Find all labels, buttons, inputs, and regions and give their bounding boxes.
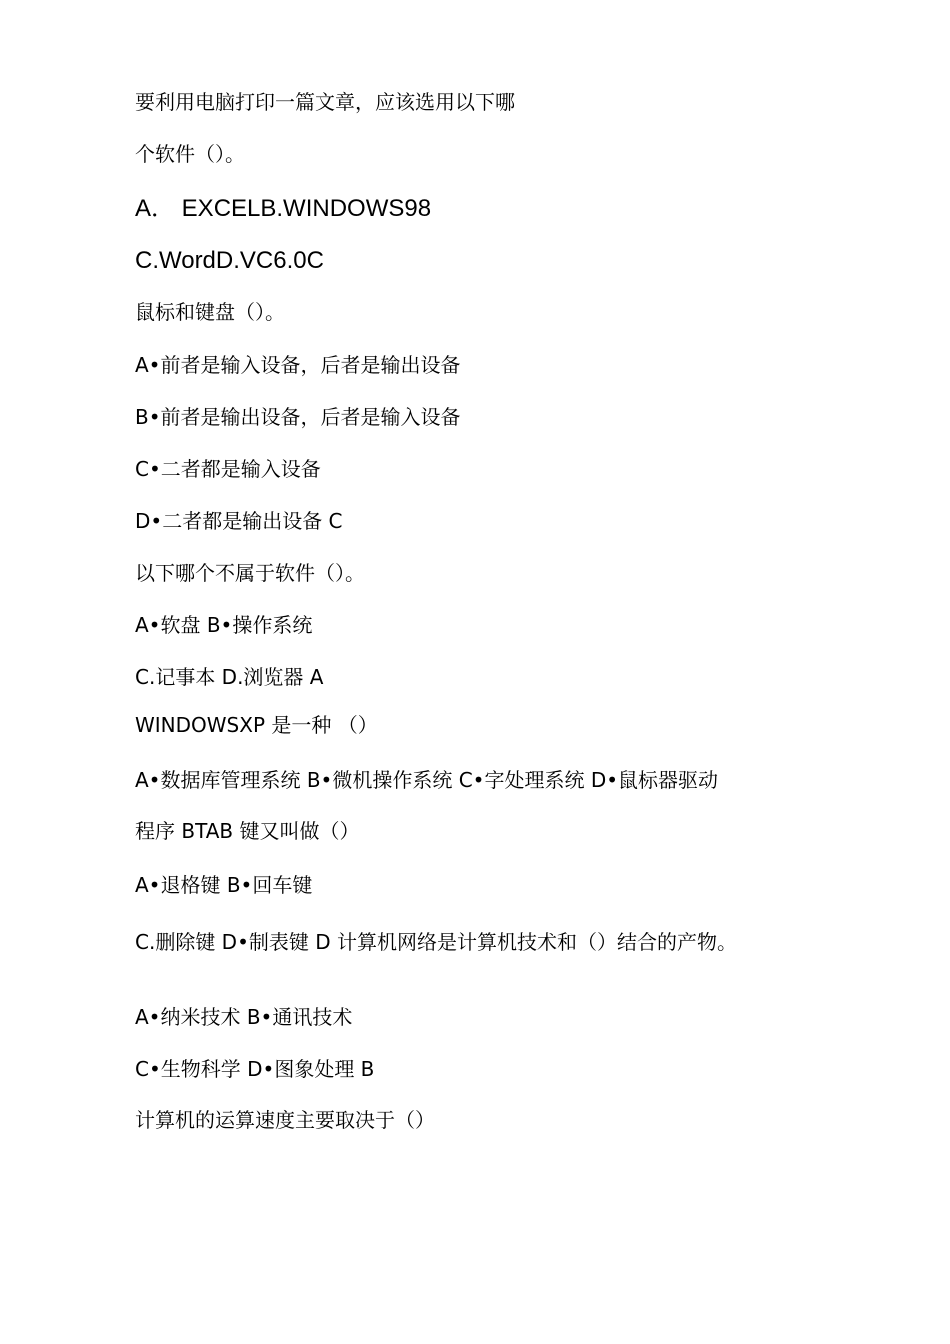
question-1-options-ab: A． EXCELB.WINDOWS98	[135, 195, 432, 222]
question-5-options-ab: A•退格键 B•回车键	[135, 873, 313, 897]
question-1-options-cd: C.WordD.VC6.0C	[135, 247, 324, 274]
question-2-stem: 鼠标和键盘（）。	[135, 300, 285, 324]
question-3-stem: 以下哪个不属于软件（）。	[135, 561, 365, 585]
question-2-option-a: A•前者是输入设备，后者是输出设备	[135, 353, 461, 377]
question-2-option-d: D•二者都是输出设备 C	[135, 509, 343, 533]
question-4-stem: WINDOWSXP 是一种 （）	[135, 713, 378, 737]
question-2-option-c: C•二者都是输入设备	[135, 457, 321, 481]
question-6-options-ab: A•纳米技术 B•通讯技术	[135, 1005, 353, 1029]
question-1-stem-line-2: 个软件（）。	[135, 142, 245, 166]
question-4-options: A•数据库管理系统 B•微机操作系统 C•字处理系统 D•鼠标器驱动	[135, 768, 719, 792]
question-1-stem-line-1: 要利用电脑打印一篇文章，应该选用以下哪	[135, 90, 515, 114]
question-6-options-cd: C•生物科学 D•图象处理 B	[135, 1057, 375, 1081]
question-3-options-ab: A•软盘 B•操作系统	[135, 613, 313, 637]
question-5-stem: 程序 BTAB 键又叫做（）	[135, 819, 360, 843]
question-3-options-cd: C.记事本 D.浏览器 A	[135, 665, 324, 689]
question-7-stem: 计算机的运算速度主要取决于（）	[135, 1108, 435, 1132]
question-2-option-b: B•前者是输出设备，后者是输入设备	[135, 405, 461, 429]
question-5-options-cd-question-6-stem: C.删除键 D•制表键 D 计算机网络是计算机技术和（）结合的产物。	[135, 930, 737, 954]
